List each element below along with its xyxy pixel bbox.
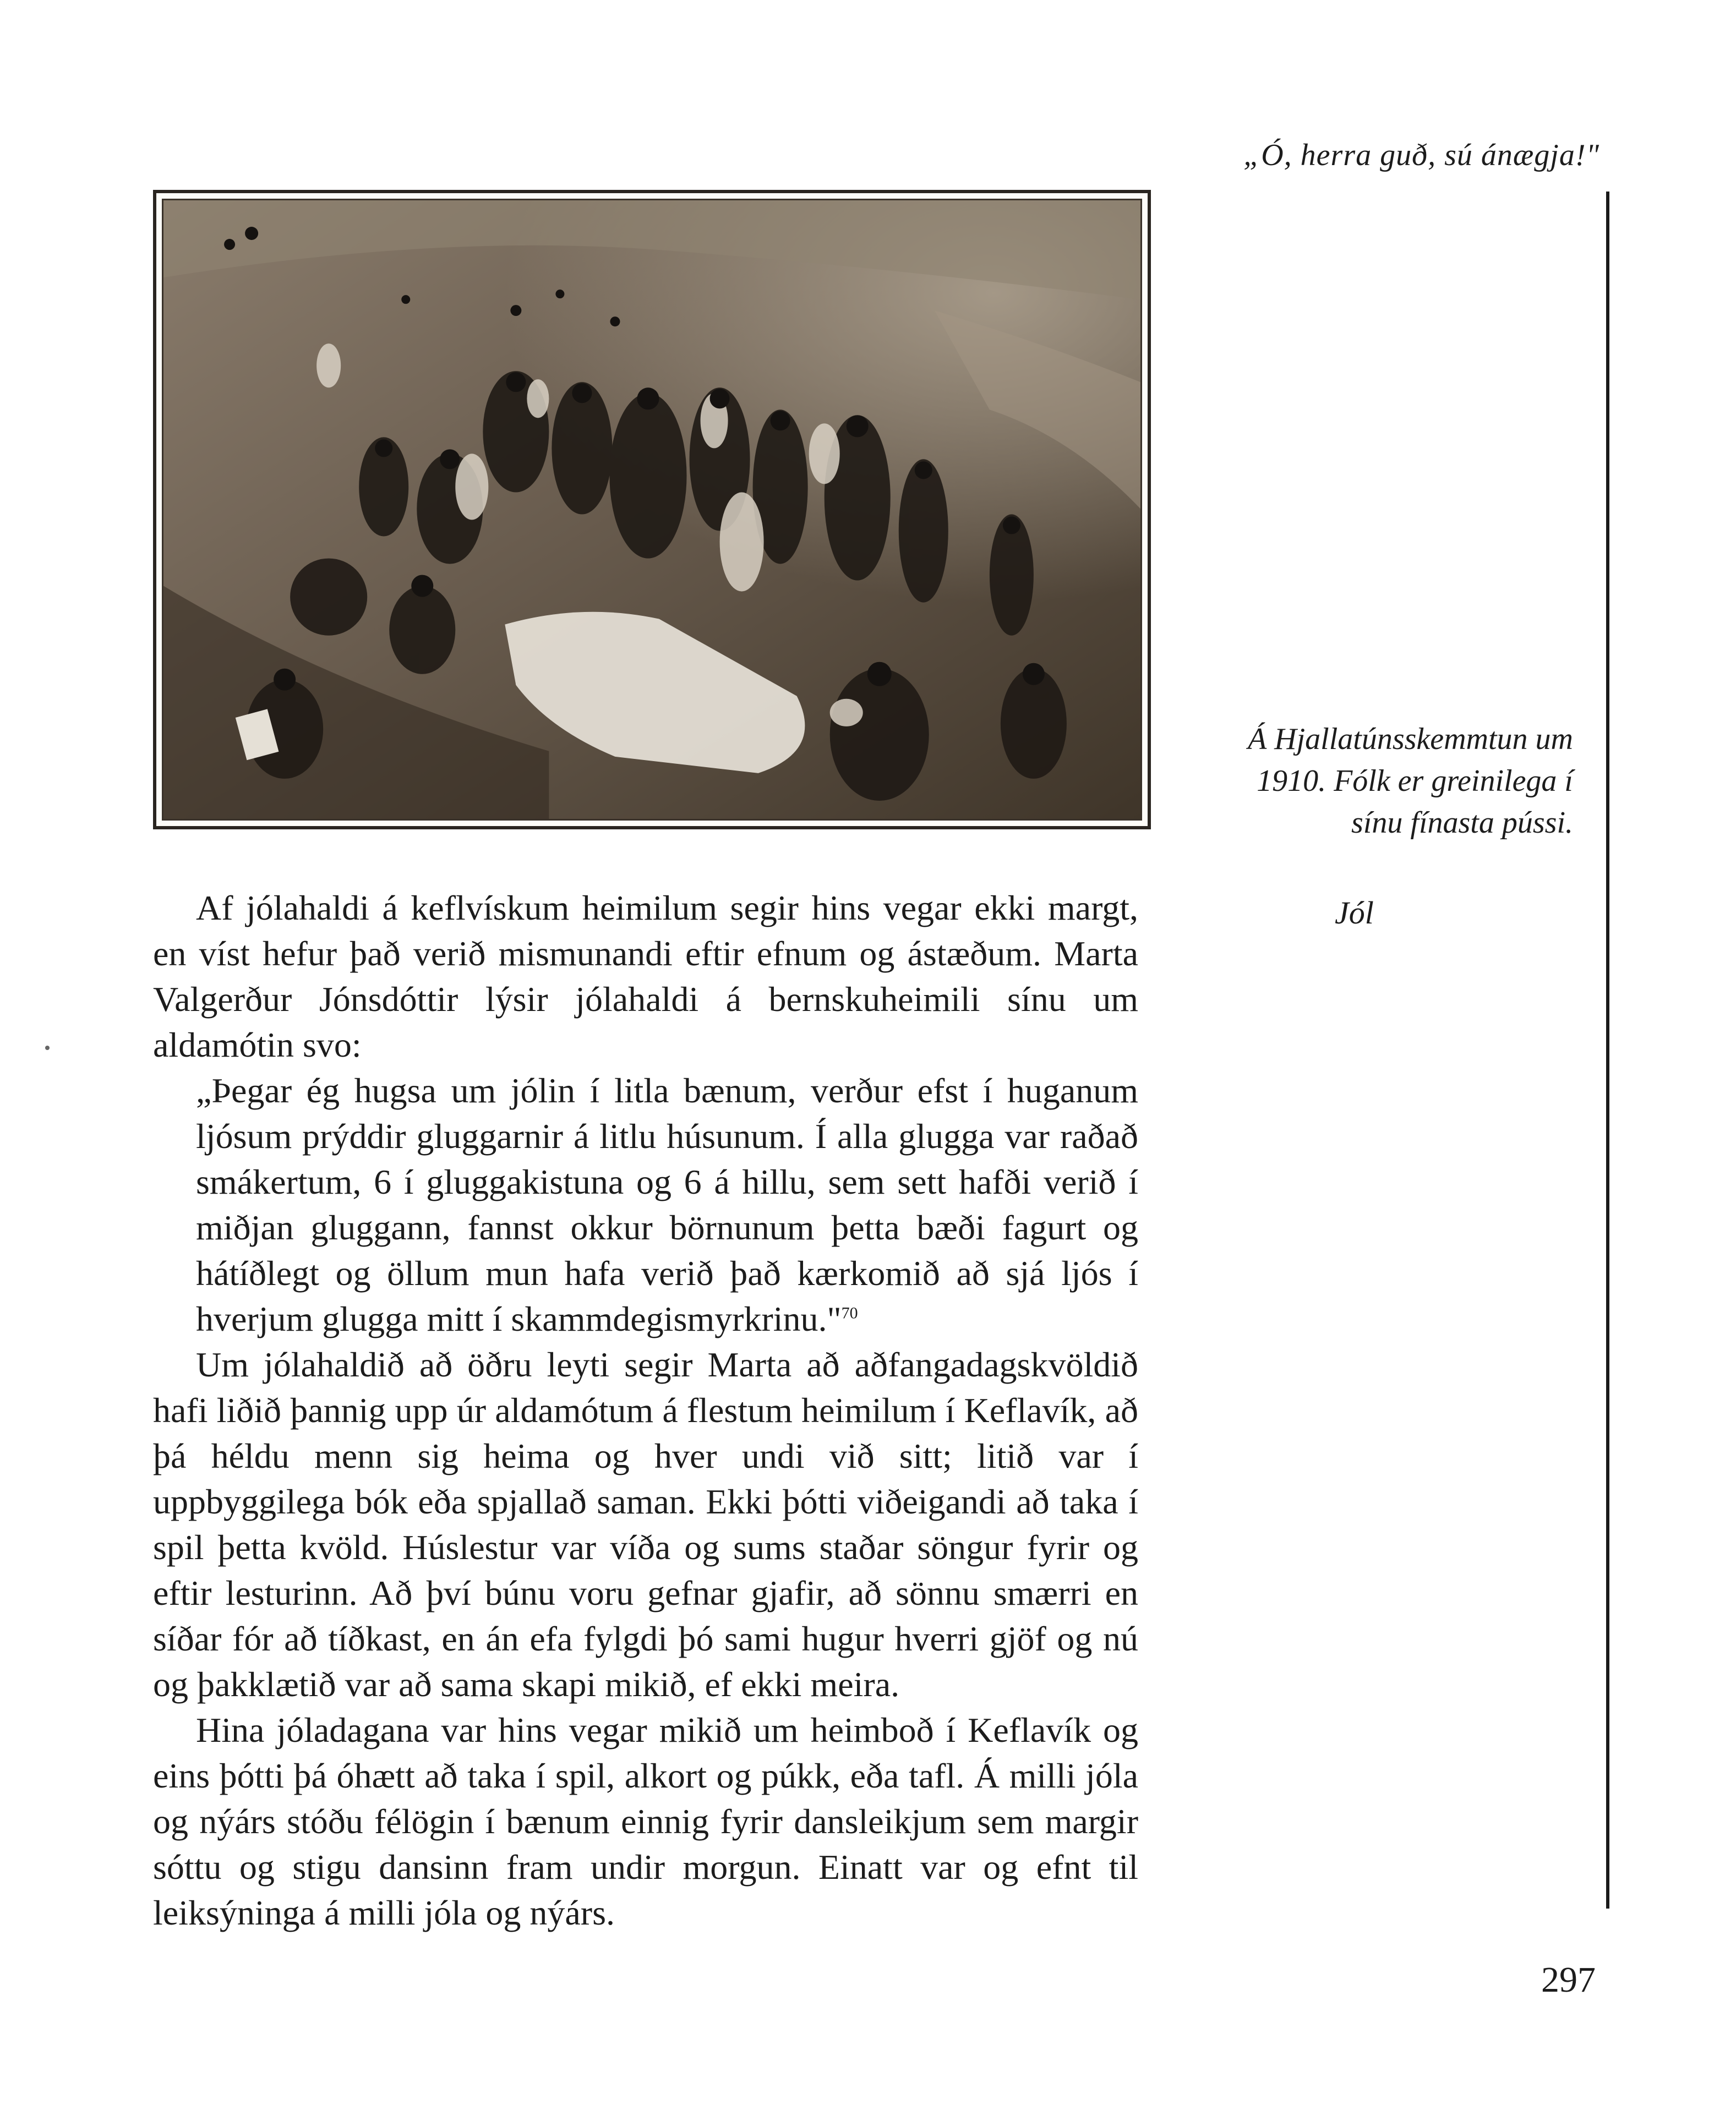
running-head: „Ó, herra guð, sú ánægja!": [1243, 138, 1599, 172]
paragraph: Um jólahaldið að öðru leyti segir Marta að aðfangadagskvöldið hafi liðið þannig upp úr aldamótum á flestum heimilum í Keflavík, að þá héldu menn sig heima og hver undi við sitt; litið var í uppbyggilega bók eða spjallað saman. Ekki þótti viðeigandi að taka í spil þetta kvöld. Húslestur var víða og sums staðar söngur fyrir og eftir lesturinn. Að því búnu voru gefnar gjafir, að sönnu smærri en síðar fór að tíðkast, en án efa fylgdi þó sami hugur hverri gjöf og nú og þakklætið var að sama skapi mikið, ef ekki meira.: [153, 1345, 1138, 1704]
caption-line: sínu fínasta pússi.: [1351, 806, 1573, 840]
caption-line: 1910. Fólk er greinilega í: [1257, 764, 1573, 798]
footnote-reference: 70: [841, 1304, 858, 1322]
historical-photo-frame: [153, 190, 1151, 829]
body-text: [153, 885, 1138, 1936]
crowd-photo-illustration: [163, 200, 1140, 819]
paragraph: Hina jóladagana var hins vegar mikið um heimboð í Keflavík og eins þótti þá óhætt að taka í spil, alkort og púkk, eða tafl. Á milli jóla og nýárs stóðu félögin í bænum einnig fyrir dansleikjum sem margir sóttu og stigu dansinn fram undir morgun. Einatt var og efnt til leiksýninga á milli jóla og nýárs.: [153, 1710, 1138, 1932]
block-quote: [153, 1068, 1138, 1342]
historical-photo: [162, 199, 1142, 821]
page-number: 297: [1541, 1960, 1596, 2000]
quote-text: „Þegar ég hugsa um jólin í litla bænum, verður efst í huganum ljósum prýddir gluggarnir á litlu húsunum. Í alla glugga var raðað smákertum, 6 í gluggakistuna og 6 á hillu, sem sett hafði verið í miðjan gluggann, fannst okkur börnunum þetta bæði fagurt og hátíðlegt og öllum mun hafa verið það kærkomið að sjá ljós í hverjum glugga mitt í skammdegismyrkrinu.": [196, 1071, 1138, 1338]
photo-caption: [1177, 718, 1573, 844]
margin-note: Jól: [1335, 895, 1374, 931]
scan-speck: [45, 1046, 50, 1050]
vertical-rule: [1606, 192, 1609, 1909]
paragraph: Af jólahaldi á keflvískum heimilum segir hins vegar ekki margt, en víst hefur það verið mismunandi eftir efnum og ástæðum. Marta Valgerður Jónsdóttir lýsir jólahaldi á bernskuheimili sínu um aldamótin svo:: [153, 888, 1138, 1064]
caption-line: Á Hjallatúnsskemmtun um: [1247, 722, 1573, 756]
